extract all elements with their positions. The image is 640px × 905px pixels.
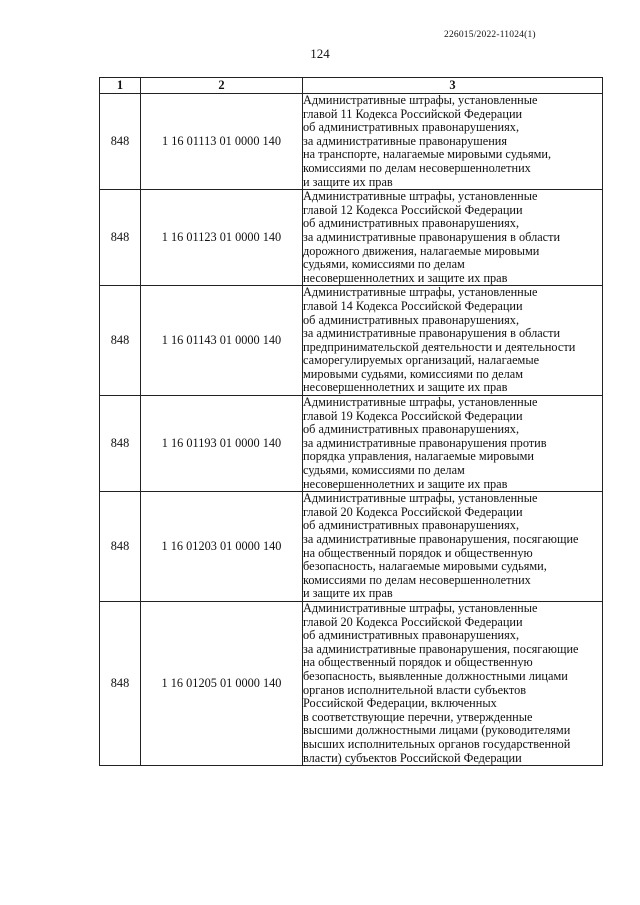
description-line: порядка управления, налагаемые мировыми [303, 449, 535, 464]
description-line: Административные штрафы, установленные [303, 600, 538, 615]
income-description-cell [303, 601, 603, 765]
description-line: безопасность, выявленные должностными лицами [303, 668, 568, 683]
description-line: Административные штрафы, установленные [303, 189, 538, 204]
income-description-cell [303, 94, 603, 190]
description-line: Административные штрафы, установленные [303, 93, 538, 107]
description-line: Административные штрафы, установленные [303, 285, 538, 300]
description-line: несовершеннолетних и защите их прав [303, 380, 508, 395]
table-row [100, 286, 603, 396]
description-line: об административных правонарушениях, [303, 518, 520, 533]
description-line: безопасность, налагаемые мировыми судьями, [303, 559, 547, 574]
document-number: 226015/2022-11024(1) [444, 30, 536, 40]
income-description-cell [303, 190, 603, 286]
description-line: за административные правонарушения в области [303, 229, 561, 244]
description-line: комиссиями по делам несовершеннолетних [303, 160, 531, 175]
description-line: на общественный порядок и общественную [303, 545, 533, 560]
description-line: власти) субъектов Российской Федерации [303, 750, 522, 765]
admin-code-cell: 848 [100, 286, 141, 396]
description-line: дорожного движения, налагаемые мировыми [303, 243, 540, 258]
description-line: за административные правонарушения против [303, 435, 547, 450]
description-line: предпринимательской деятельности и деятельности [303, 339, 576, 354]
description-line: органов исполнительной власти субъектов [303, 682, 527, 697]
admin-code-cell: 848 [100, 601, 141, 765]
admin-code-cell: 848 [100, 190, 141, 286]
table-row [100, 396, 603, 492]
income-description-cell [303, 396, 603, 492]
description-line: на общественный порядок и общественную [303, 655, 533, 670]
description-line: за административные правонарушения, посягающие [303, 532, 579, 546]
description-line: главой 20 Кодекса Российской Федерации [303, 614, 523, 629]
description-line: за административные правонарушения [303, 133, 508, 148]
description-line: главой 11 Кодекса Российской Федерации [303, 106, 523, 121]
description-line: главой 19 Кодекса Российской Федерации [303, 408, 523, 423]
budget-classification-code-cell: 1 16 01113 01 0000 140 [141, 94, 303, 190]
budget-classification-code-cell: 1 16 01205 01 0000 140 [141, 601, 303, 765]
description-line: судьями, комиссиями по делам [303, 257, 465, 272]
table-row [100, 94, 603, 190]
admin-code-cell: 848 [100, 396, 141, 492]
table-header-row [100, 78, 603, 94]
column-header-3: 3 [303, 78, 603, 94]
description-line: судьями, комиссиями по делам [303, 463, 465, 478]
description-line: высших исполнительных органов государственной [303, 736, 571, 751]
table-row [100, 190, 603, 286]
description-line: на транспорте, налагаемые мировыми судьями, [303, 147, 552, 162]
description-line: мировыми судьями, комиссиями по делам [303, 366, 523, 381]
description-line: главой 12 Кодекса Российской Федерации [303, 202, 523, 217]
income-description-cell [303, 492, 603, 602]
description-line: об административных правонарушениях, [303, 628, 520, 643]
description-line: саморегулируемых организаций, налагаемые [303, 353, 540, 368]
admin-code-cell: 848 [100, 94, 141, 190]
description-line: Административные штрафы, установленные [303, 395, 538, 410]
income-codes-table [99, 77, 603, 766]
description-line: и защите их прав [303, 174, 393, 189]
description-line: высшими должностными лицами (руководителями [303, 723, 571, 738]
column-header-2: 2 [141, 78, 303, 94]
income-description-cell [303, 286, 603, 396]
description-line: об административных правонарушениях, [303, 120, 520, 135]
budget-classification-code-cell: 1 16 01193 01 0000 140 [141, 396, 303, 492]
table-row [100, 492, 603, 602]
description-line: за административные правонарушения в области [303, 326, 561, 341]
budget-classification-code-cell: 1 16 01123 01 0000 140 [141, 190, 303, 286]
description-line: об административных правонарушениях, [303, 216, 520, 231]
description-line: главой 20 Кодекса Российской Федерации [303, 504, 523, 519]
description-line: и защите их прав [303, 586, 393, 601]
description-line: об административных правонарушениях, [303, 422, 520, 437]
description-line: за административные правонарушения, посягающие [303, 641, 579, 656]
description-line: в соответствующие перечни, утвержденные [303, 709, 533, 724]
column-header-1: 1 [100, 78, 141, 94]
table-row [100, 601, 603, 765]
description-line: Российской Федерации, включенных [303, 696, 497, 711]
budget-classification-code-cell: 1 16 01203 01 0000 140 [141, 492, 303, 602]
description-line: Административные штрафы, установленные [303, 491, 538, 506]
budget-classification-code-cell: 1 16 01143 01 0000 140 [141, 286, 303, 396]
description-line: главой 14 Кодекса Российской Федерации [303, 298, 523, 313]
description-line: об административных правонарушениях, [303, 312, 520, 327]
description-line: несовершеннолетних и защите их прав [303, 270, 508, 285]
description-line: комиссиями по делам несовершеннолетних [303, 572, 531, 587]
page-number: 124 [310, 46, 330, 61]
description-line: несовершеннолетних и защите их прав [303, 476, 508, 491]
admin-code-cell: 848 [100, 492, 141, 602]
